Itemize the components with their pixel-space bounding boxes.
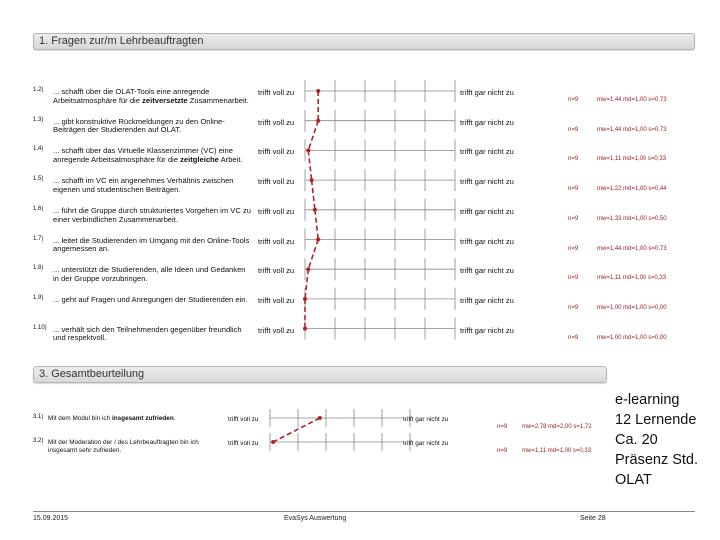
mean-marker [303, 297, 307, 301]
question-number: 1.4) [33, 146, 44, 153]
question-text-part: Mit der Moderation der / des Lehrbeauftragten bin ich insgesamt sehr zufrieden. [48, 439, 199, 454]
statistics: mw=2,78 md=2,00 s=1,72 [522, 424, 592, 430]
response-count: n=9 [568, 334, 579, 341]
question-text-part: ... geht auf Fragen und Anregungen der Studierenden ein. [53, 294, 248, 304]
mean-marker [271, 440, 275, 444]
question-number: 1.10) [33, 324, 47, 331]
rating-scale [305, 229, 455, 251]
mean-marker [316, 238, 320, 242]
section-1-title: 1. Fragen zur/m Lehrbeauftragten [39, 35, 204, 47]
scale-right-label: trifft gar nicht zu [460, 266, 514, 276]
scale-right-label: trifft gar nicht zu [460, 236, 514, 246]
scale-right-label: trifft gar nicht zu [460, 325, 514, 335]
question-text-part: ... leitet die Studierenden im Umgang mit den Online-Tools angemessen an. [53, 235, 250, 254]
profile-segment [273, 418, 320, 442]
mean-marker [303, 327, 307, 331]
rating-scale [305, 318, 455, 340]
scale-right-label: trifft gar nicht zu [460, 295, 514, 305]
mean-marker [316, 89, 320, 93]
profile-segment [308, 240, 318, 270]
response-count: n=9 [568, 215, 579, 222]
question-number: 1.9) [33, 294, 44, 301]
question-text-emphasis: insgesamt zufrieden [111, 415, 174, 422]
profile-segment [305, 269, 308, 299]
question-number: 1.8) [33, 265, 44, 272]
profile-segment [308, 121, 318, 151]
scale-right-label: trifft gar nicht zu [403, 416, 449, 423]
rating-scale [305, 80, 455, 102]
response-count: n=9 [568, 156, 579, 163]
mean-marker [306, 148, 310, 152]
response-count: n=9 [497, 424, 508, 430]
rating-scale [305, 258, 455, 280]
statistics: mw=1,11 md=1,00 s=0,33 [522, 448, 592, 454]
response-count: n=9 [568, 97, 579, 103]
scale-left-label: trifft voll zu [228, 440, 259, 447]
statistics: mw=1,00 md=1,00 s=0,00 [597, 334, 667, 341]
statistics: mw=1,44 md=1,00 s=0,73 [597, 126, 667, 133]
question-text-part: ... gibt konstruktive Rückmeldungen zu den Online-Beiträgen der Studierenden auf OLAT. [53, 116, 225, 135]
question-text-part: . [173, 415, 176, 422]
rating-scale [305, 199, 455, 221]
question-text-part: ... führt die Gruppe durch strukturiertes Vorgehen im VC zu einer verbindlichen Zusammenarbeit. [53, 205, 251, 224]
statistics: mw=1,44 md=1,00 s=0,73 [597, 245, 667, 252]
scale-left-label: trifft voll zu [258, 325, 295, 335]
profile-segment [312, 180, 315, 210]
scale-right-label: trifft gar nicht zu [460, 206, 514, 216]
question-number: 1.6) [33, 205, 44, 212]
mean-marker [316, 119, 320, 123]
question-text-part: Zusammenarbeit. [187, 95, 249, 105]
statistics: mw=1,11 md=1,00 s=0,33 [597, 275, 667, 282]
scale-right-label: trifft gar nicht zu [460, 88, 514, 97]
scale-right-label: trifft gar nicht zu [460, 147, 514, 157]
scale-left-label: trifft voll zu [258, 236, 295, 246]
scale-right-label: trifft gar nicht zu [460, 117, 514, 127]
response-count: n=9 [497, 448, 508, 454]
statistics: mw=1,00 md=1,00 s=0,00 [597, 304, 667, 311]
response-count: n=9 [568, 186, 579, 193]
rating-scale [305, 139, 455, 161]
response-count: n=9 [568, 245, 579, 252]
scale-left-label: trifft voll zu [228, 416, 259, 423]
mean-marker [318, 416, 322, 420]
question-text-part: ... unterstützt die Studierenden, alle Ideen und Gedanken in der Gruppe vorzubringen. [53, 265, 246, 283]
footer-divider [33, 511, 695, 512]
profile-segment [308, 150, 311, 180]
side-note-line-4: Präsenz Std. [615, 452, 699, 468]
response-count: n=9 [568, 304, 579, 311]
question-text-part: ... schafft über die OLAT-Tools eine anregende Arbeitsatmosphäre für die [53, 87, 210, 105]
question-text-part: ... verhält sich den Teilnehmenden gegenüber freundlich und respektvoll. [53, 324, 242, 343]
question-number: 1.5) [33, 176, 44, 183]
footer-date: 15.09.2015 [33, 515, 69, 522]
question-text-emphasis: zeitgleiche [180, 155, 219, 165]
scale-left-label: trifft voll zu [258, 206, 295, 216]
rating-scale [305, 110, 455, 132]
question-text-part: Mit dem Modul bin ich [48, 415, 112, 422]
statistics: mw=1,22 md=1,00 s=0,44 [597, 186, 667, 193]
scale-left-label: trifft voll zu [258, 147, 295, 157]
side-note-line-5: OLAT [615, 472, 652, 488]
question-number: 1.2) [33, 87, 44, 93]
response-count: n=9 [568, 275, 579, 282]
question-number: 3.2) [33, 438, 44, 444]
statistics: mw=1,11 md=1,00 s=0,33 [597, 156, 667, 163]
footer-title: EvaSys Auswertung [284, 515, 347, 522]
question-text-part: ... schafft über das Virtuelle Klassenzimmer (VC) eine anregende Arbeitsatmosphäre für die [53, 146, 233, 165]
mean-marker [313, 208, 317, 212]
side-note-line-3: Ca. 20 [615, 432, 658, 448]
rating-scale [305, 288, 455, 310]
rating-scale [270, 409, 410, 427]
question-text-part: ... schafft im VC ein angenehmes Verhältnis zwischen eigenen und studentischen Beiträgen. [53, 176, 234, 194]
scale-left-label: trifft voll zu [258, 88, 295, 97]
question-number: 3.1) [33, 414, 44, 420]
scale-left-label: trifft voll zu [258, 177, 295, 187]
response-count: n=9 [568, 126, 579, 133]
scale-right-label: trifft gar nicht zu [460, 177, 514, 187]
question-number: 1.3) [33, 116, 44, 123]
question-text-emphasis: zeitversetzte [142, 95, 188, 105]
scale-right-label: trifft gar nicht zu [403, 440, 449, 447]
side-note-line-2: 12 Lernende [615, 412, 697, 428]
statistics: mw=1,44 md=1,00 s=0,73 [597, 97, 667, 103]
question-number: 1.7) [33, 235, 44, 242]
profile-segment [315, 210, 318, 240]
scale-left-label: trifft voll zu [258, 295, 295, 305]
mean-marker [310, 178, 314, 182]
side-note-line-1: e-learning [615, 392, 680, 408]
scale-left-label: trifft voll zu [258, 266, 295, 276]
section-3-title: 3. Gesamtbeurteilung [39, 368, 145, 380]
side-note [615, 390, 698, 490]
footer-page: Seite 28 [580, 515, 606, 522]
rating-scale [270, 433, 410, 451]
statistics: mw=1,33 md=1,00 s=0,50 [597, 215, 667, 222]
scale-left-label: trifft voll zu [258, 117, 295, 127]
rating-scale [305, 169, 455, 191]
mean-marker [306, 267, 310, 271]
question-text-part: Arbeit. [218, 155, 243, 165]
